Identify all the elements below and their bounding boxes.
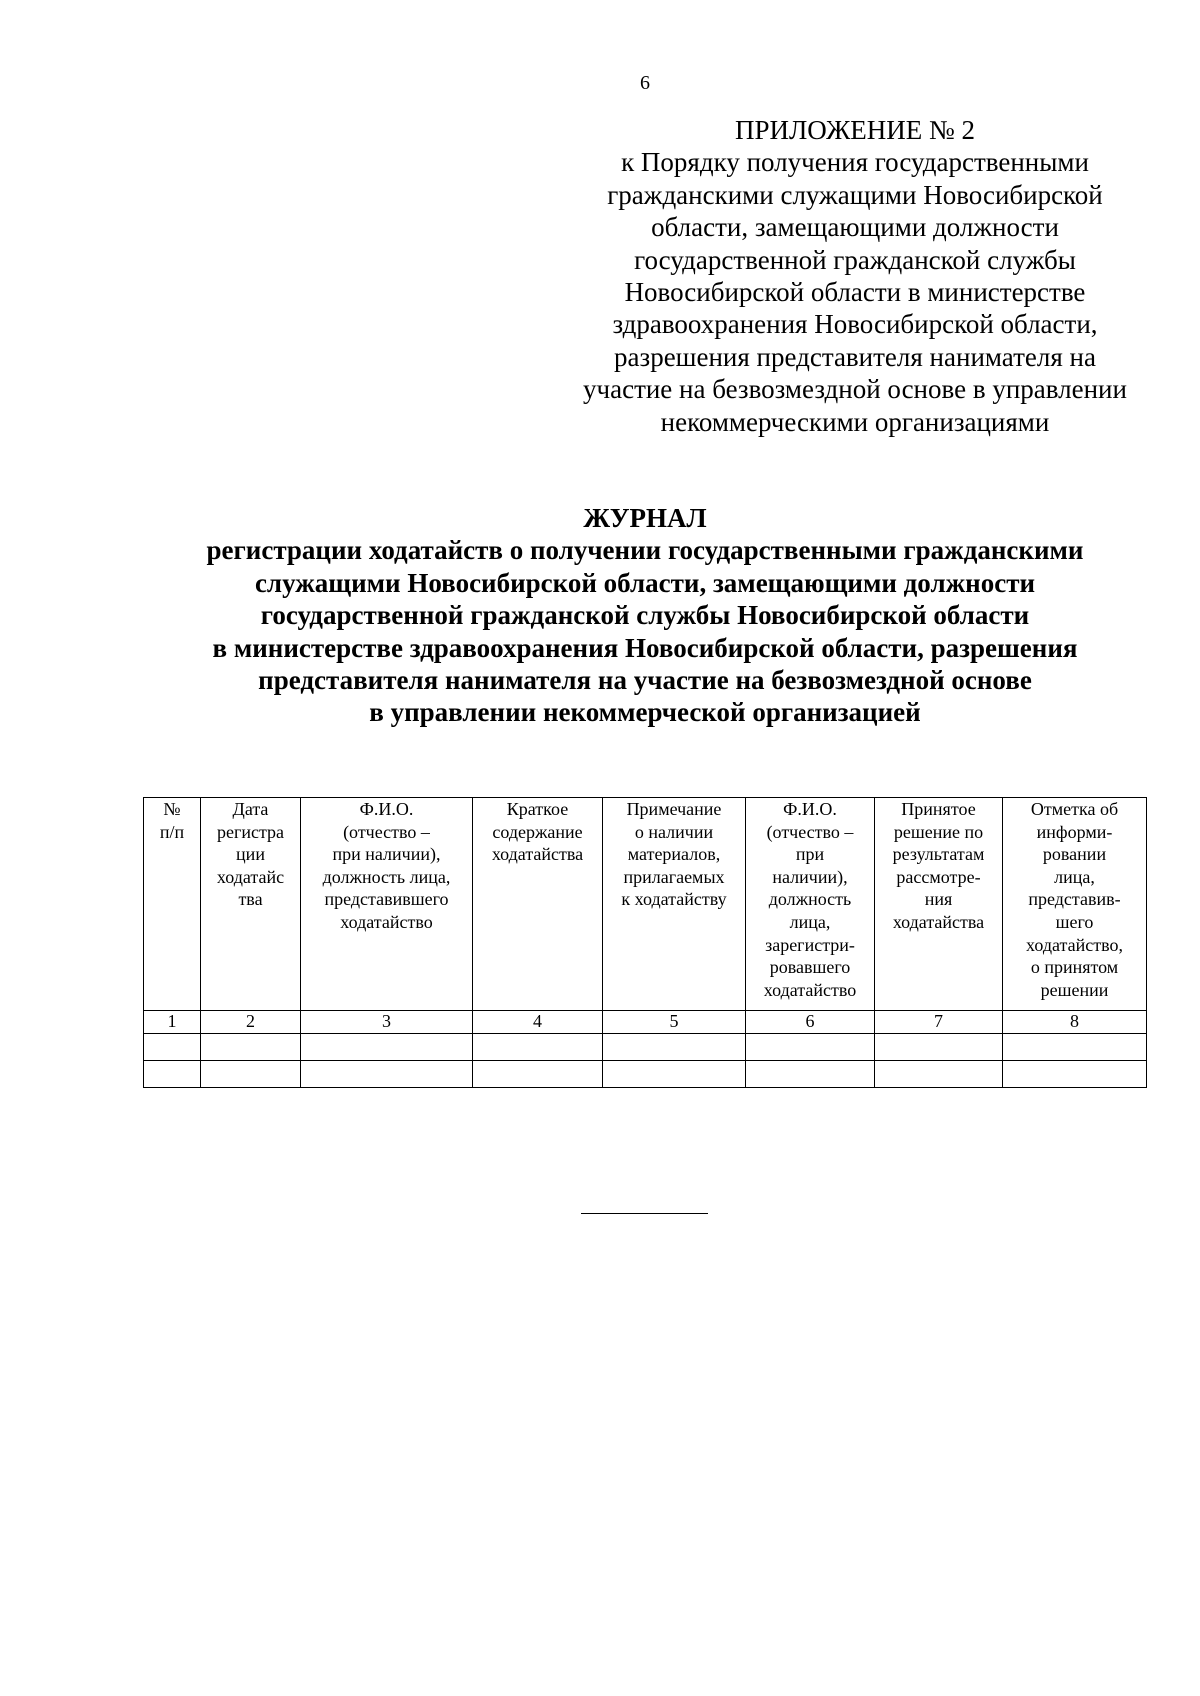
column-header-7 [875,798,1003,1011]
column-header-line: лица, [1054,866,1095,887]
column-header-line: (отчество – [343,821,430,842]
table-cell [875,1034,1003,1061]
table-row [144,1061,1147,1088]
column-header-5 [603,798,746,1011]
appendix-line: некоммерческими организациями [660,406,1050,437]
column-header-line: Дата [232,799,269,819]
column-header-line: п/п [159,821,185,842]
table-cell [1003,1061,1147,1088]
column-header-line: регистра [216,821,285,842]
column-header-line: к ходатайству [621,889,727,910]
column-header-line: ния [924,889,953,910]
column-header-6 [746,798,875,1011]
column-header-line: решении [1040,979,1109,1000]
column-header-line: лица, [789,911,831,932]
column-number-cell: 2 [201,1011,301,1034]
appendix-line: здравоохранения Новосибирской области, [612,309,1098,340]
appendix-line: государственной гражданской службы [634,244,1076,275]
column-header-line: Отметка об [1030,799,1119,819]
table-cell [1003,1034,1147,1061]
registration-table [143,797,1147,1088]
column-header-line: рассмотре- [896,866,981,887]
journal-subtitle-line: в министерстве здравоохранения Новосибирской области, разрешения [212,632,1078,663]
appendix-line: к Порядку получения государственными [621,147,1089,178]
column-header-1 [144,798,201,1011]
column-header-line: результатам [892,844,985,865]
end-rule [581,1213,708,1214]
column-header-line: содержание [492,821,583,842]
column-header-line: ровавшего [769,957,851,978]
column-header-line: ходатайство [340,911,433,932]
table-cell [603,1061,746,1088]
column-header-8 [1003,798,1147,1011]
table-cell [301,1034,473,1061]
column-header-line: № [163,799,181,819]
column-header-line: о принятом [1030,957,1119,978]
column-number-cell: 5 [603,1011,746,1034]
journal-subtitle-line: регистрации ходатайств о получении государственными гражданскими [206,535,1084,566]
column-header-line: ходатайс [216,866,285,887]
column-header-4 [473,798,603,1011]
column-number-cell: 6 [746,1011,875,1034]
column-header-3 [301,798,473,1011]
appendix-line: Новосибирской области в министерстве [624,277,1086,308]
column-header-line: представив- [1028,889,1121,910]
table-cell [746,1061,875,1088]
journal-subtitle-line: в управлении некоммерческой организацией [369,697,921,728]
column-number-cell: 3 [301,1011,473,1034]
column-header-line: должность [768,889,852,910]
column-header-line: ходатайство, [1026,934,1123,955]
page-number: 6 [640,72,650,94]
column-header-line: (отчество – [766,821,854,842]
table-header-row [144,798,1147,1011]
column-header-line: при [795,844,825,865]
journal-subtitle-line: служащими Новосибирской области, замещающими должности [254,567,1036,598]
column-header-line: представившего [324,889,449,910]
table-cell [746,1034,875,1061]
journal-title: ЖУРНАЛ [583,503,707,533]
column-header-line: зарегистри- [765,934,855,955]
column-header-line: Принятое [901,799,976,819]
column-header-line: о наличии [634,821,714,842]
journal-subtitle-line: государственной гражданской службы Новосибирской области [260,600,1030,631]
appendix-title: ПРИЛОЖЕНИЕ № 2 [734,115,976,145]
appendix-line: разрешения представителя нанимателя на [614,341,1096,372]
column-number-cell: 1 [144,1011,201,1034]
column-header-line: информи- [1036,821,1113,842]
table-cell [301,1061,473,1088]
table-cell [875,1061,1003,1088]
appendix-line: участие на безвозмездной основе в управлении [583,374,1127,405]
column-header-line: Примечание [626,799,722,819]
table-cell [201,1034,301,1061]
column-header-line: ходатайства [892,911,985,932]
column-header-line: ходатайство [763,979,857,1000]
column-header-line: наличии), [772,866,848,887]
table-cell [144,1034,201,1061]
column-header-line: Ф.И.О. [359,799,414,819]
column-header-line: решение по [893,821,984,842]
column-header-line: Ф.И.О. [783,799,837,819]
table-cell [473,1061,603,1088]
appendix-line: области, замещающими должности [651,212,1059,243]
column-header-line: прилагаемых [623,866,725,887]
journal-subtitle-line: представителя нанимателя на участие на безвозмездной основе [258,665,1032,696]
column-header-line: шего [1055,911,1094,932]
column-number-cell: 7 [875,1011,1003,1034]
column-header-line: должность лица, [322,866,451,887]
column-header-line: тва [238,889,263,910]
column-number-row [144,1011,1147,1034]
table-row [144,1034,1147,1061]
column-header-line: ровании [1042,844,1107,865]
appendix-line: гражданскими служащими Новосибирской [607,179,1103,210]
column-number-cell: 4 [473,1011,603,1034]
column-header-2 [201,798,301,1011]
column-header-line: при наличии), [332,844,441,865]
appendix-heading [560,114,1150,438]
column-header-line: материалов, [627,844,721,865]
table-cell [144,1061,201,1088]
column-header-line: ходатайства [491,844,584,865]
column-number-cell: 8 [1003,1011,1147,1034]
table-cell [201,1061,301,1088]
table-cell [473,1034,603,1061]
column-header-line: Краткое [506,799,569,819]
table-cell [603,1034,746,1061]
journal-heading [0,502,1200,729]
column-header-line: ции [236,844,265,865]
